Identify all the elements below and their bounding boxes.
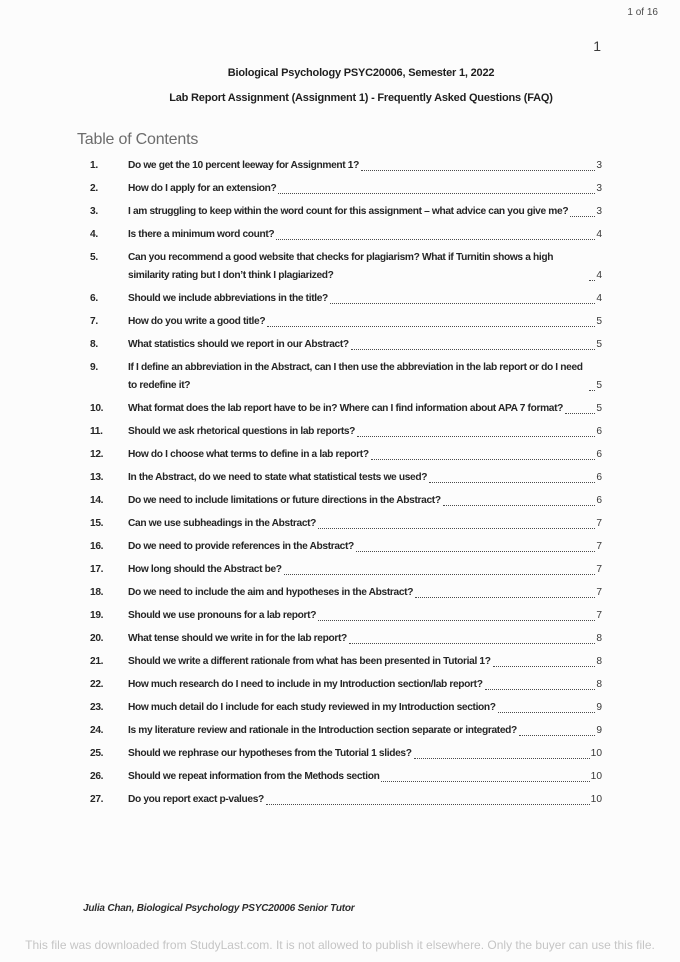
toc-entry-body xyxy=(128,722,602,740)
toc-entry-page: 8 xyxy=(596,679,602,690)
toc-entry-label: Do we need to include the aim and hypotheses in the Abstract? xyxy=(128,587,414,598)
toc-entry-body xyxy=(128,446,602,464)
toc-entry-number: 22. xyxy=(90,679,104,690)
toc-entry[interactable] xyxy=(90,561,602,579)
toc-entry-number: 24. xyxy=(90,725,104,736)
toc-entry[interactable] xyxy=(90,607,602,625)
toc-entry-page: 3 xyxy=(596,160,602,171)
toc-entry-number: 1. xyxy=(90,160,98,171)
toc-entry-page: 10 xyxy=(590,771,602,782)
toc-leader-dots xyxy=(371,459,596,460)
toc-entry-label: Do we need to include limitations or future directions in the Abstract? xyxy=(128,495,441,506)
toc-entry-label: Should we include abbreviations in the title? xyxy=(128,293,328,304)
toc-entry-number: 18. xyxy=(90,587,104,598)
toc-entry-label: How much detail do I include for each study reviewed in my Introduction section? xyxy=(128,702,496,713)
toc-entry[interactable] xyxy=(90,290,602,308)
toc-entry-page: 4 xyxy=(596,229,602,240)
toc-entry[interactable] xyxy=(90,538,602,556)
toc-entry-label: Should we write a different rationale from what has been presented in Tutorial 1? xyxy=(128,656,491,667)
toc-entry[interactable] xyxy=(90,336,602,354)
toc-entry-body xyxy=(128,359,602,395)
toc-entry-number: 17. xyxy=(90,564,104,575)
toc-entry[interactable] xyxy=(90,722,602,740)
toc-entry-body xyxy=(128,423,602,441)
toc-entry-label: How do I apply for an extension? xyxy=(128,183,277,194)
toc-entry-page: 6 xyxy=(596,449,602,460)
toc-entry-body xyxy=(128,249,602,285)
toc-entry-body xyxy=(128,607,602,625)
toc-entry-body xyxy=(128,630,602,648)
toc-leader-dots xyxy=(589,280,595,281)
toc-entry-number: 27. xyxy=(90,794,104,805)
watermark-notice: This file was downloaded from StudyLast.com. It is not allowed to publish it elsewhere. Only the buyer can use this file. xyxy=(25,938,655,952)
toc-entry-number: 16. xyxy=(90,541,104,552)
toc-entry-body xyxy=(128,515,602,533)
toc-entry-number: 15. xyxy=(90,518,104,529)
toc-entry[interactable] xyxy=(90,791,602,809)
doc-title: Biological Psychology PSYC20006, Semester 1, 2022 xyxy=(227,67,495,79)
toc-leader-dots xyxy=(429,482,595,483)
toc-entry[interactable] xyxy=(90,492,602,510)
toc-entry-body xyxy=(128,180,602,198)
toc-entry-page: 5 xyxy=(596,339,602,350)
viewer-page-indicator: 1 of 16 xyxy=(627,7,658,18)
toc-entry-label: Can you recommend a good website that checks for plagiarism? What if Turnitin shows a high similarity rating but I don’t think I plagiarized? xyxy=(128,252,554,281)
toc-leader-dots xyxy=(357,436,595,437)
toc-leader-dots xyxy=(318,528,595,529)
toc-leader-dots xyxy=(485,689,596,690)
toc-entry-number: 3. xyxy=(90,206,98,217)
toc-entry-body xyxy=(128,157,602,175)
toc-leader-dots xyxy=(356,551,595,552)
toc-leader-dots xyxy=(570,216,595,217)
toc-entry-label: Is there a minimum word count? xyxy=(128,229,275,240)
toc-entry[interactable] xyxy=(90,768,602,786)
toc-entry-page: 6 xyxy=(596,495,602,506)
toc-entry-number: 25. xyxy=(90,748,104,759)
toc-entry-body xyxy=(128,791,602,809)
toc-entry[interactable] xyxy=(90,584,602,602)
toc-entry-label: In the Abstract, do we need to state what statistical tests we used? xyxy=(128,472,428,483)
toc-entry-label: Do you report exact p-values? xyxy=(128,794,264,805)
toc-entry-page: 5 xyxy=(596,380,602,391)
toc-entry-page: 9 xyxy=(596,725,602,736)
toc-entry-page: 4 xyxy=(596,293,602,304)
toc-entry-number: 7. xyxy=(90,316,98,327)
toc-entry-label: How much research do I need to include in my Introduction section/lab report? xyxy=(128,679,483,690)
toc-entry-number: 26. xyxy=(90,771,104,782)
toc-leader-dots xyxy=(349,643,595,644)
toc-entry-number: 2. xyxy=(90,183,98,194)
toc-entry[interactable] xyxy=(90,180,602,198)
toc-entry-label: Do we need to provide references in the Abstract? xyxy=(128,541,354,552)
toc-entry-page: 3 xyxy=(596,206,602,217)
toc-entry-page: 7 xyxy=(596,564,602,575)
toc-leader-dots xyxy=(278,193,595,194)
toc-entry-body xyxy=(128,226,602,244)
toc-entry-label: If I define an abbreviation in the Abstract, can I then use the abbreviation in the lab report or do I need to redefine it? xyxy=(128,362,583,391)
toc-entry-body xyxy=(128,676,602,694)
toc-entry[interactable] xyxy=(90,249,602,285)
toc-entry-page: 7 xyxy=(596,610,602,621)
toc-entry-number: 4. xyxy=(90,229,98,240)
toc-entry-label: I am struggling to keep within the word count for this assignment – what advice can you give me? xyxy=(128,206,569,217)
toc-entry[interactable] xyxy=(90,515,602,533)
toc-entry-number: 11. xyxy=(90,426,103,437)
toc-entry-label: Should we rephrase our hypotheses from the Tutorial 1 slides? xyxy=(128,748,412,759)
toc-entry-page: 4 xyxy=(596,270,602,281)
toc-leader-dots xyxy=(266,804,590,805)
toc-entry[interactable] xyxy=(90,469,602,487)
toc-entry[interactable] xyxy=(90,423,602,441)
toc-leader-dots xyxy=(493,666,596,667)
toc-list xyxy=(90,157,602,809)
toc-entry-label: Can we use subheadings in the Abstract? xyxy=(128,518,317,529)
toc-entry[interactable] xyxy=(90,745,602,763)
toc-entry-number: 20. xyxy=(90,633,104,644)
toc-entry-number: 8. xyxy=(90,339,98,350)
toc-entry-page: 8 xyxy=(596,656,602,667)
doc-subtitle: Lab Report Assignment (Assignment 1) - Frequently Asked Questions (FAQ) xyxy=(169,92,553,104)
toc-entry-body xyxy=(128,538,602,556)
toc-entry-body xyxy=(128,768,602,786)
toc-entry-body xyxy=(128,653,602,671)
toc-leader-dots xyxy=(414,758,590,759)
toc-entry-body xyxy=(128,400,602,418)
toc-entry-page: 3 xyxy=(596,183,602,194)
toc-entry-body xyxy=(128,584,602,602)
toc-entry-page: 7 xyxy=(596,587,602,598)
toc-entry-page: 6 xyxy=(596,472,602,483)
toc-entry-body xyxy=(128,336,602,354)
toc-entry-label: Do we get the 10 percent leeway for Assignment 1? xyxy=(128,160,360,171)
toc-leader-dots xyxy=(267,326,595,327)
toc-entry-label: Should we ask rhetorical questions in lab reports? xyxy=(128,426,356,437)
toc-entry[interactable] xyxy=(90,676,602,694)
toc-entry-page: 9 xyxy=(596,702,602,713)
toc-leader-dots xyxy=(330,303,595,304)
toc-entry-number: 5. xyxy=(90,252,98,263)
toc-entry-page: 10 xyxy=(590,748,602,759)
toc-entry-label: Should we repeat information from the Methods section xyxy=(128,771,380,782)
toc-entry-page: 5 xyxy=(596,403,602,414)
toc-entry-body xyxy=(128,699,602,717)
toc-leader-dots xyxy=(498,712,596,713)
toc-entry-body xyxy=(128,290,602,308)
toc-leader-dots xyxy=(318,620,595,621)
toc-leader-dots xyxy=(361,170,595,171)
toc-entry-number: 14. xyxy=(90,495,104,506)
toc-entry[interactable] xyxy=(90,157,602,175)
toc-leader-dots xyxy=(381,781,589,782)
toc-entry[interactable] xyxy=(90,359,602,395)
toc-entry[interactable] xyxy=(90,203,602,221)
toc-entry[interactable] xyxy=(90,699,602,717)
toc-entry-number: 23. xyxy=(90,702,104,713)
toc-entry-page: 5 xyxy=(596,316,602,327)
toc-entry-label: What format does the lab report have to be in? Where can I find information about APA 7 format? xyxy=(128,403,564,414)
toc-entry-label: What statistics should we report in our Abstract? xyxy=(128,339,349,350)
toc-entry-body xyxy=(128,313,602,331)
toc-entry-page: 7 xyxy=(596,518,602,529)
toc-entry-label: Is my literature review and rationale in the Introduction section separate or integrated? xyxy=(128,725,517,736)
toc-entry-page: 10 xyxy=(590,794,602,805)
toc-leader-dots xyxy=(351,349,596,350)
doc-footer-author: Julia Chan, Biological Psychology PSYC20006 Senior Tutor xyxy=(83,903,355,914)
toc-entry-body xyxy=(128,492,602,510)
toc-entry-label: Should we use pronouns for a lab report? xyxy=(128,610,317,621)
toc-leader-dots xyxy=(443,505,596,506)
toc-leader-dots xyxy=(589,390,595,391)
toc-entry[interactable] xyxy=(90,446,602,464)
doc-page-number: 1 xyxy=(593,38,601,54)
toc-entry-number: 9. xyxy=(90,362,98,373)
toc-entry[interactable] xyxy=(90,653,602,671)
toc-entry-body xyxy=(128,469,602,487)
toc-leader-dots xyxy=(519,735,595,736)
toc-entry[interactable] xyxy=(90,226,602,244)
toc-entry-number: 12. xyxy=(90,449,104,460)
toc-entry-number: 19. xyxy=(90,610,104,621)
toc-leader-dots xyxy=(276,239,595,240)
toc-entry-number: 6. xyxy=(90,293,98,304)
toc-entry-body xyxy=(128,203,602,221)
toc-entry[interactable] xyxy=(90,630,602,648)
toc-entry-body xyxy=(128,745,602,763)
toc-entry-page: 8 xyxy=(596,633,602,644)
toc-entry-page: 7 xyxy=(596,541,602,552)
toc-entry[interactable] xyxy=(90,313,602,331)
toc-leader-dots xyxy=(284,574,596,575)
toc-entry-page: 6 xyxy=(596,426,602,437)
toc-entry-body xyxy=(128,561,602,579)
toc-entry-label: How do I choose what terms to define in a lab report? xyxy=(128,449,369,460)
toc-entry-label: How do you write a good title? xyxy=(128,316,266,327)
toc-entry-number: 10. xyxy=(90,403,104,414)
toc-entry-number: 13. xyxy=(90,472,104,483)
toc-entry-label: How long should the Abstract be? xyxy=(128,564,282,575)
toc-entry-label: What tense should we write in for the lab report? xyxy=(128,633,347,644)
toc-entry[interactable] xyxy=(90,400,602,418)
doc-title-block xyxy=(0,0,680,104)
toc-leader-dots xyxy=(415,597,595,598)
toc-leader-dots xyxy=(565,413,595,414)
toc-entry-number: 21. xyxy=(90,656,104,667)
toc-heading: Table of Contents xyxy=(77,131,199,148)
